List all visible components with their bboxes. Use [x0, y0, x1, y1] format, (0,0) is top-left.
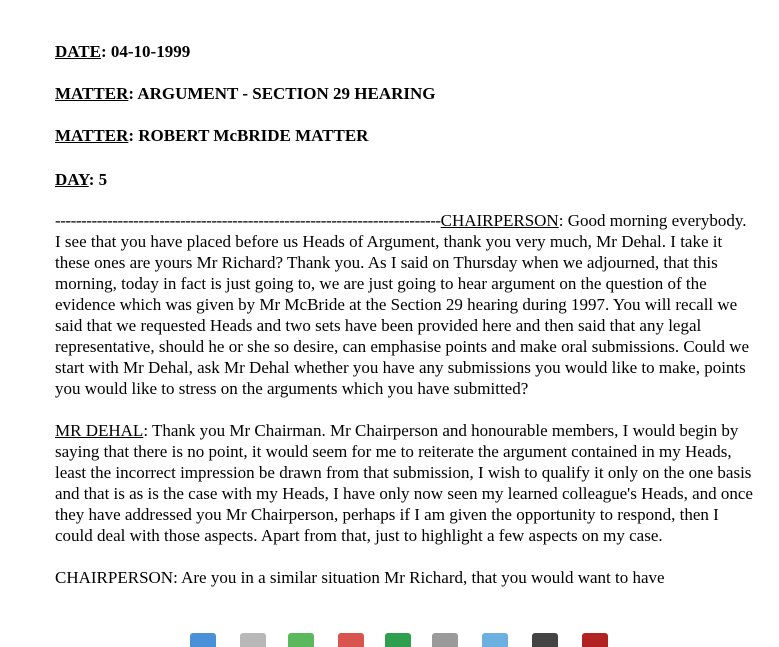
date-line [55, 42, 190, 62]
separator-dashes: -------------------------------------------------------------------------- [55, 211, 441, 230]
matter-label: MATTER [55, 126, 129, 145]
chairperson-question: CHAIRPERSON: Are you in a similar situation Mr Richard, that you would want to have [55, 568, 665, 587]
matter-value-mcbride: : ROBERT McBRIDE MATTER [128, 126, 369, 145]
transcript-paragraph-chairperson [55, 210, 755, 399]
day-value: : 5 [88, 170, 108, 189]
chairperson-statement: : Good morning everybody. I see that you have placed before us Heads of Argument, thank you very much, Mr Dehal. I take it these ones are yours Mr Richard? Thank you. As I said on Thursday when we adjourned, that this morning, today in fact is just going to, we are just going to hear argument on the question of the evidence which was given by Mr McBride at the Section 29 hearing during 1997. You will recall we said that we requested Heads and two sets have been provided here and then said that any legal representative, should he or she so desire, can emphasise points and make oral submissions. Could we start with Mr Dehal, ask Mr Dehal whether you have any submissions you would like to make, points you would like to stress on the arguments which you have submitted? [55, 211, 750, 398]
transcript-paragraph-chairperson-2 [55, 567, 755, 588]
day-label: DAY [55, 170, 89, 189]
matter-line-argument [55, 84, 436, 104]
spreadsheet-icon[interactable] [288, 633, 314, 647]
dehal-statement: : Thank you Mr Chairman. Mr Chairperson and honourable members, I would begin by saying that there is no point, it would seem for me to reiterate the argument contained in my Heads, least the incorrect impression be drawn from that submission, I wish to qualify it only on the one basis and that is as is the case with my Heads, I have only now seen my learned colleague's Heads, and once they have addressed you Mr Chairperson, perhaps if I am given the opportunity to respond, then I could deal with those aspects. Apart from that, just to highlight a few aspects on my case. [55, 421, 753, 545]
browser-red-icon[interactable] [338, 633, 364, 647]
terminal-icon[interactable] [532, 633, 558, 647]
transcript-paragraph-dehal [55, 420, 755, 546]
app-red-icon[interactable] [582, 633, 608, 647]
speaker-chairperson: CHAIRPERSON [440, 211, 559, 230]
date-label: DATE [55, 42, 101, 61]
matter-line-mcbride [55, 126, 368, 146]
matter-value-argument: : ARGUMENT - SECTION 29 HEARING [128, 84, 436, 103]
taskbar [170, 630, 630, 644]
day-line [55, 170, 107, 190]
windows-icon[interactable] [190, 633, 216, 647]
matter-label: MATTER [55, 84, 129, 103]
file-icon[interactable] [240, 633, 266, 647]
speaker-mr-dehal: MR DEHAL [55, 421, 144, 440]
date-value: : 04-10-1999 [100, 42, 191, 61]
browser-green-icon[interactable] [385, 633, 411, 647]
pen-icon[interactable] [432, 633, 458, 647]
photo-icon[interactable] [482, 633, 508, 647]
transcript-body [55, 210, 755, 609]
